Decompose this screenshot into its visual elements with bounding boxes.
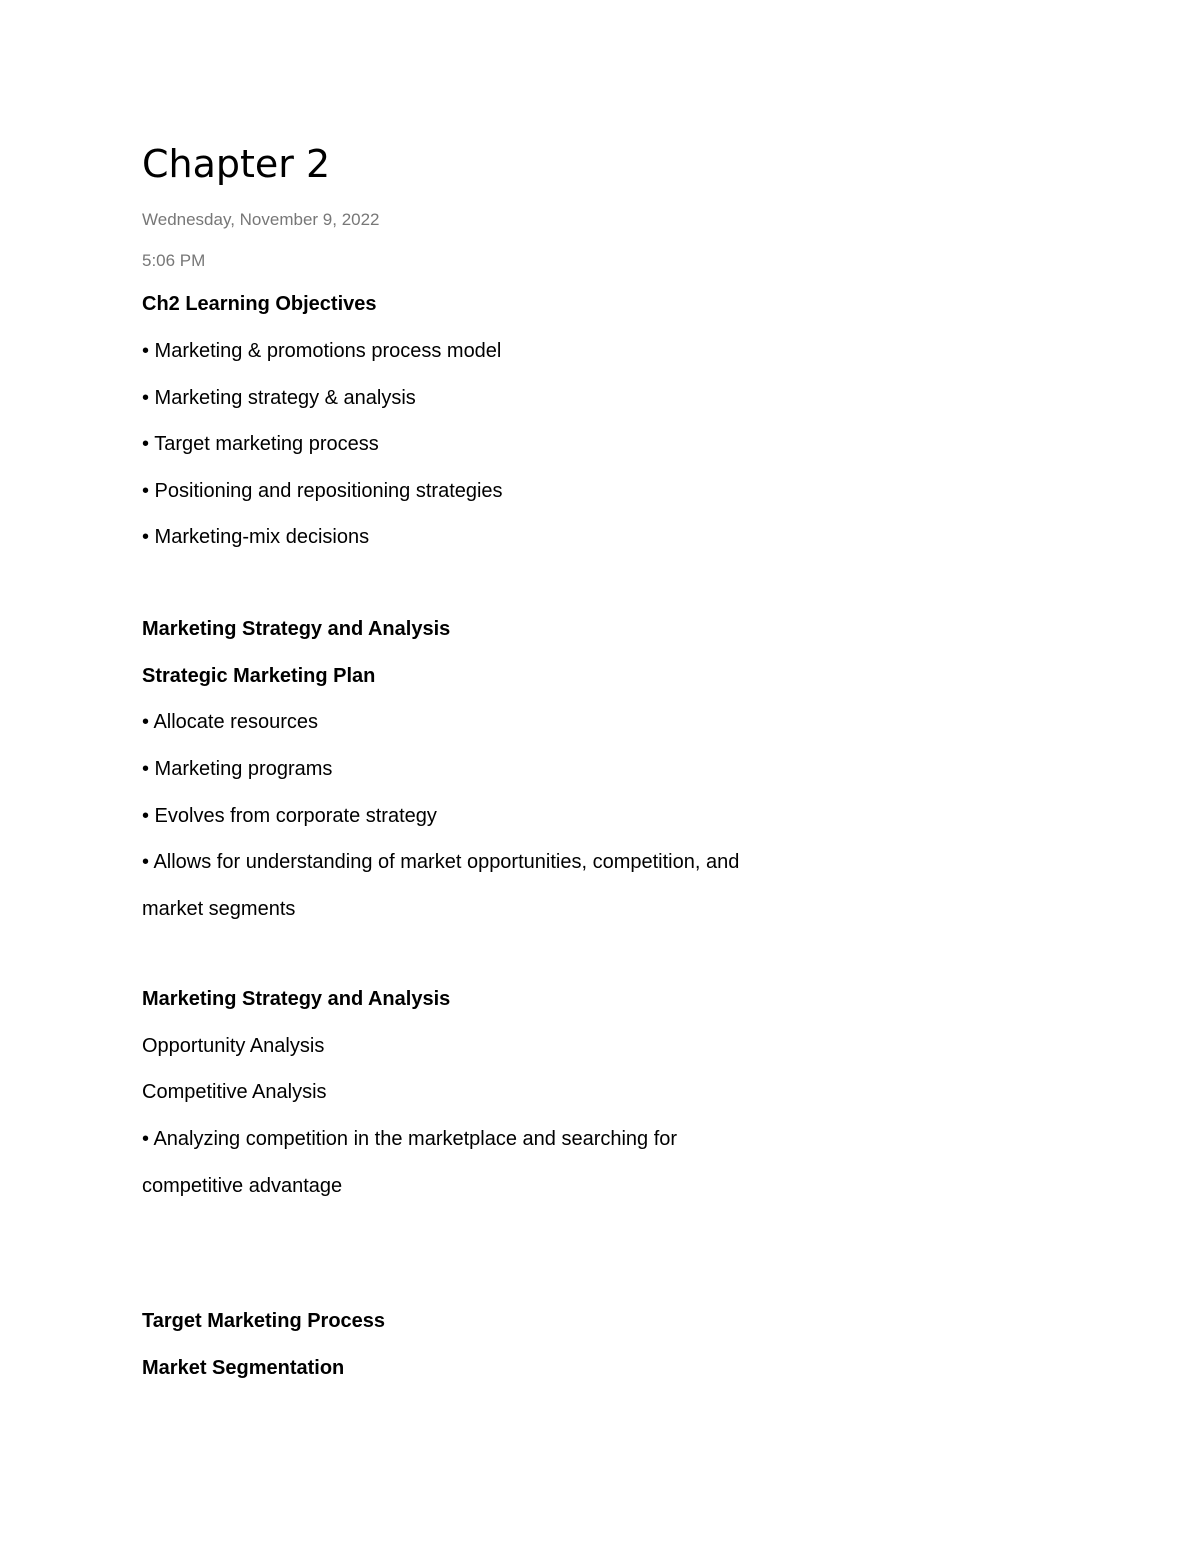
list-item: • Marketing & promotions process model xyxy=(142,340,502,362)
subsection-heading: Strategic Marketing Plan xyxy=(142,665,376,687)
list-item: • Marketing-mix decisions xyxy=(142,526,370,548)
subsection-text: Competitive Analysis xyxy=(142,1081,327,1103)
section-heading: Marketing Strategy and Analysis xyxy=(142,618,451,640)
section-heading: Ch2 Learning Objectives xyxy=(142,293,377,315)
list-item: • Marketing strategy & analysis xyxy=(142,387,416,409)
page-title: Chapter 2 xyxy=(142,142,331,186)
list-item: • Marketing programs xyxy=(142,758,333,780)
page-date: Wednesday, November 9, 2022 xyxy=(142,210,380,229)
list-item-continuation: market segments xyxy=(142,898,296,920)
list-item: • Target marketing process xyxy=(142,433,379,455)
section-heading: Marketing Strategy and Analysis xyxy=(142,988,451,1010)
list-item: • Allows for understanding of market opportunities, competition, and xyxy=(142,851,740,873)
list-item: • Evolves from corporate strategy xyxy=(142,805,437,827)
list-item-continuation: competitive advantage xyxy=(142,1175,343,1197)
list-item: • Allocate resources xyxy=(142,711,318,733)
list-item: • Positioning and repositioning strategies xyxy=(142,480,503,502)
page-time: 5:06 PM xyxy=(142,251,206,270)
section-heading: Target Marketing Process xyxy=(142,1310,386,1332)
subsection-text: Opportunity Analysis xyxy=(142,1035,325,1057)
subsection-heading: Market Segmentation xyxy=(142,1357,345,1379)
list-item: • Analyzing competition in the marketplace and searching for xyxy=(142,1128,678,1150)
